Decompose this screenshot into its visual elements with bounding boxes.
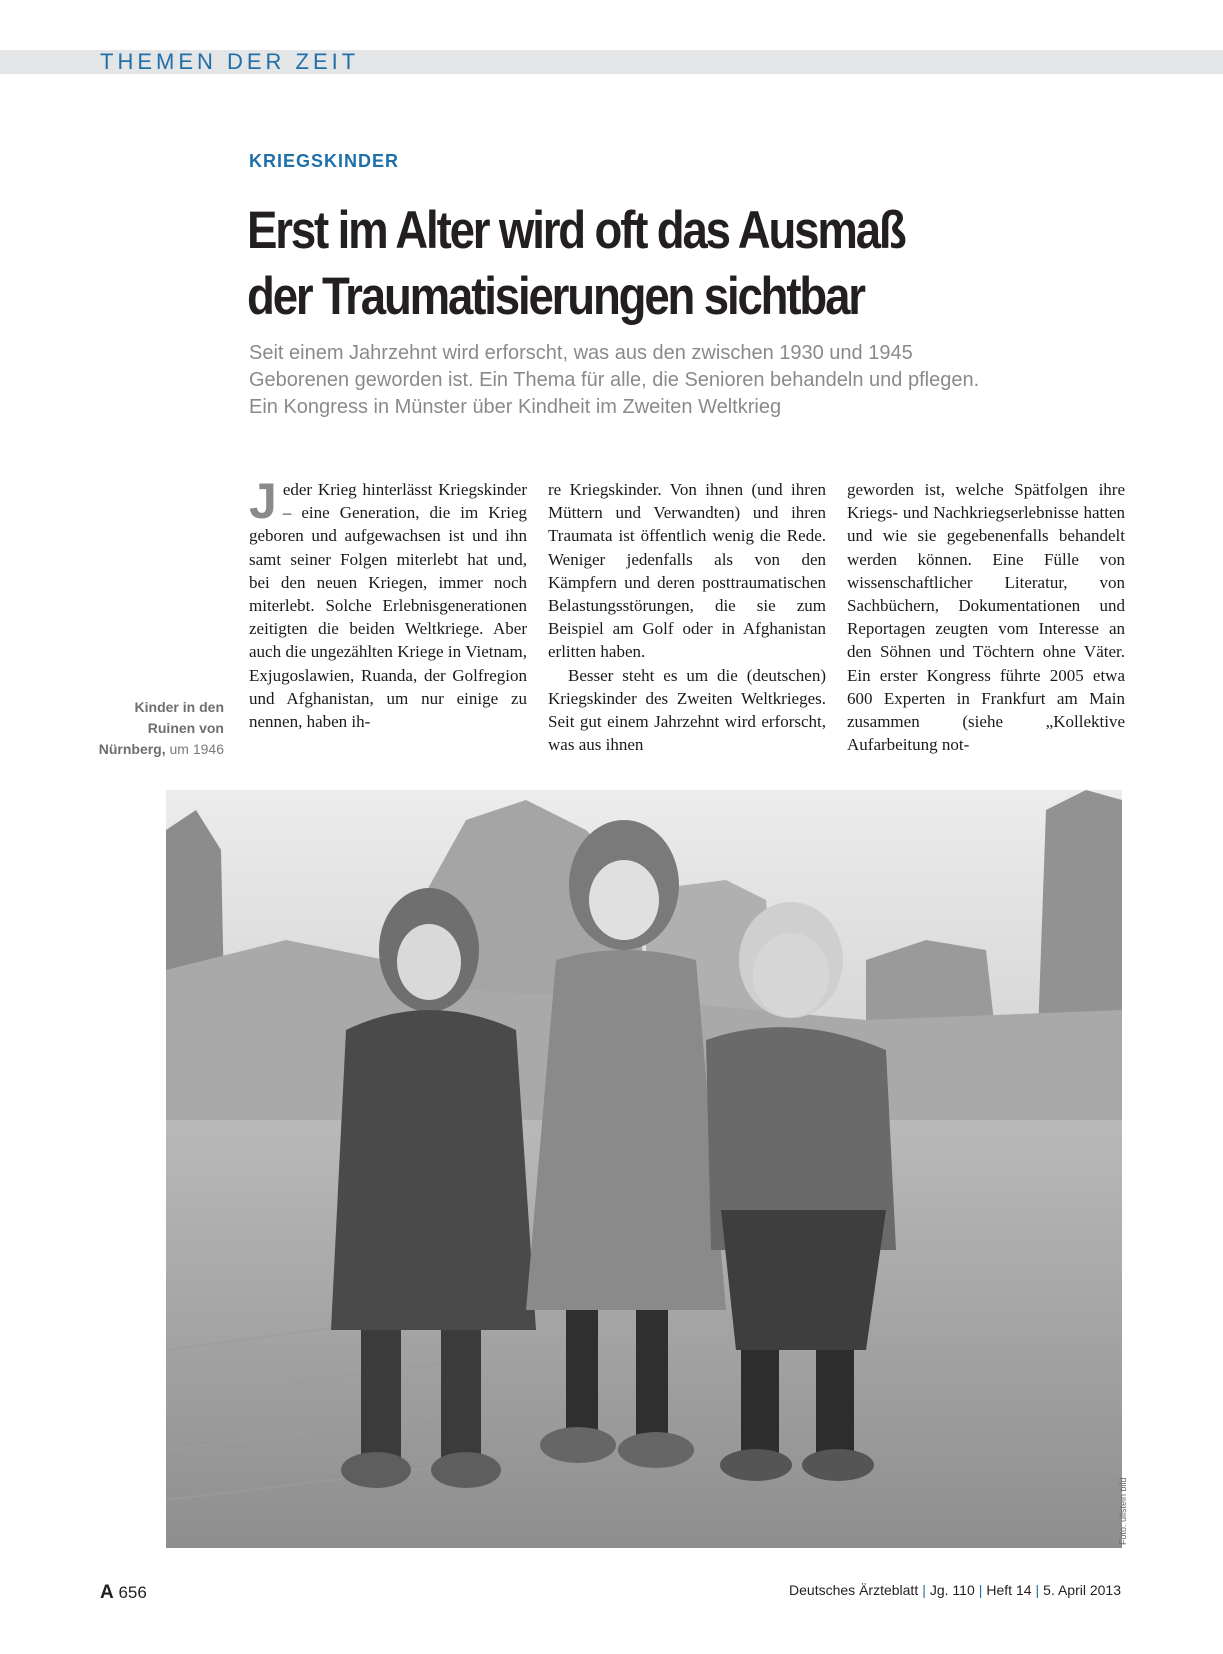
article-subhead: [249, 340, 1149, 421]
headline-line-2: der Traumatisierungen sichtbar: [247, 267, 864, 326]
column-2-paragraph-2: Besser steht es um die (deutschen) Kriegskinder des Zweiten Weltkrieges. Seit gut einem Jahrzehnt wird erforscht, was aus ihnen: [548, 665, 826, 755]
drop-cap: J: [249, 473, 277, 529]
column-3-text: geworden ist, welche Spätfolgen ihre Kriegs- und Nachkriegserlebnisse hatten und wie sie gegebenenfalls behandelt werden können. Eine Fülle von wissenschaftlicher Literatur, von Sachbüchern, Dokumentationen und Reportagen zeugten vom Interesse an den Söhnen und Töchtern ohne Väter. Ein erster Kongress führte 2005 etwa 600 Experten in Frankfurt am Main zusammen (siehe „Kollektive Aufarbeitung not-: [847, 480, 1125, 755]
page-letter: A: [100, 1582, 114, 1603]
subhead-line-1: Seit einem Jahrzehnt wird erforscht, was aus den zwischen 1930 und 1945: [249, 342, 913, 364]
caption-date: um 1946: [169, 741, 224, 757]
journal-info: [789, 1582, 1121, 1598]
body-column-2: [548, 478, 826, 756]
page-number-value: 656: [118, 1583, 147, 1602]
journal-volume: Jg. 110: [929, 1582, 975, 1598]
page-number: [100, 1582, 147, 1604]
journal-name: Deutsches Ärzteblatt: [789, 1582, 919, 1598]
subhead-line-3: Ein Kongress in Münster über Kindheit im Zweiten Weltkrieg: [249, 396, 782, 418]
body-column-1: [249, 473, 527, 733]
body-column-3: [847, 478, 1125, 756]
separator: |: [922, 1582, 926, 1598]
article-photo: [166, 790, 1122, 1548]
separator: |: [978, 1582, 983, 1598]
column-1-text: eder Krieg hinterlässt Kriegskinder – eine Generation, die im Krieg geboren und aufgewachsen ist und ihn samt seiner Folgen miterlebt hat und, bei den neuen Kriegen, immer noch miterlebt. Solche Erlebnisgenerationen zeitigten die beiden Weltkriege. Aber auch die ungezählten Kriege in Vietnam, Exjugoslawien, Ruanda, der Golfregion und Afghanistan, um nur einige zu nennen, haben ih-: [249, 480, 527, 732]
photo-credit: Foto: ullstein bild: [1118, 1477, 1128, 1545]
caption-bold: Kinder in den Ruinen von Nürnberg,: [98, 699, 224, 757]
separator: |: [1035, 1582, 1040, 1598]
column-2-paragraph-1: re Kriegskinder. Von ihnen (und ihren Müttern und Verwandten) und ihren Traumata ist öffentlich wenig die Rede. Weniger jedenfalls als von den Kämpfern und deren posttraumatischen Belastungsstörungen, die sie zum Beispiel am Golf oder in Afghanistan erlitten haben.: [548, 480, 826, 662]
photo-caption: [90, 697, 224, 760]
subhead-line-2: Geborenen geworden ist. Ein Thema für alle, die Senioren behandeln und pflegen.: [249, 369, 980, 391]
headline-line-1: Erst im Alter wird oft das Ausmaß: [247, 201, 905, 260]
journal-issue: Heft 14: [986, 1582, 1032, 1598]
section-title: THEMEN DER ZEIT: [100, 49, 360, 74]
photo-illustration: [166, 790, 1122, 1548]
article-headline: [247, 198, 1038, 330]
article-kicker: KRIEGSKINDER: [249, 151, 400, 171]
journal-date: 5. April 2013: [1043, 1582, 1121, 1598]
